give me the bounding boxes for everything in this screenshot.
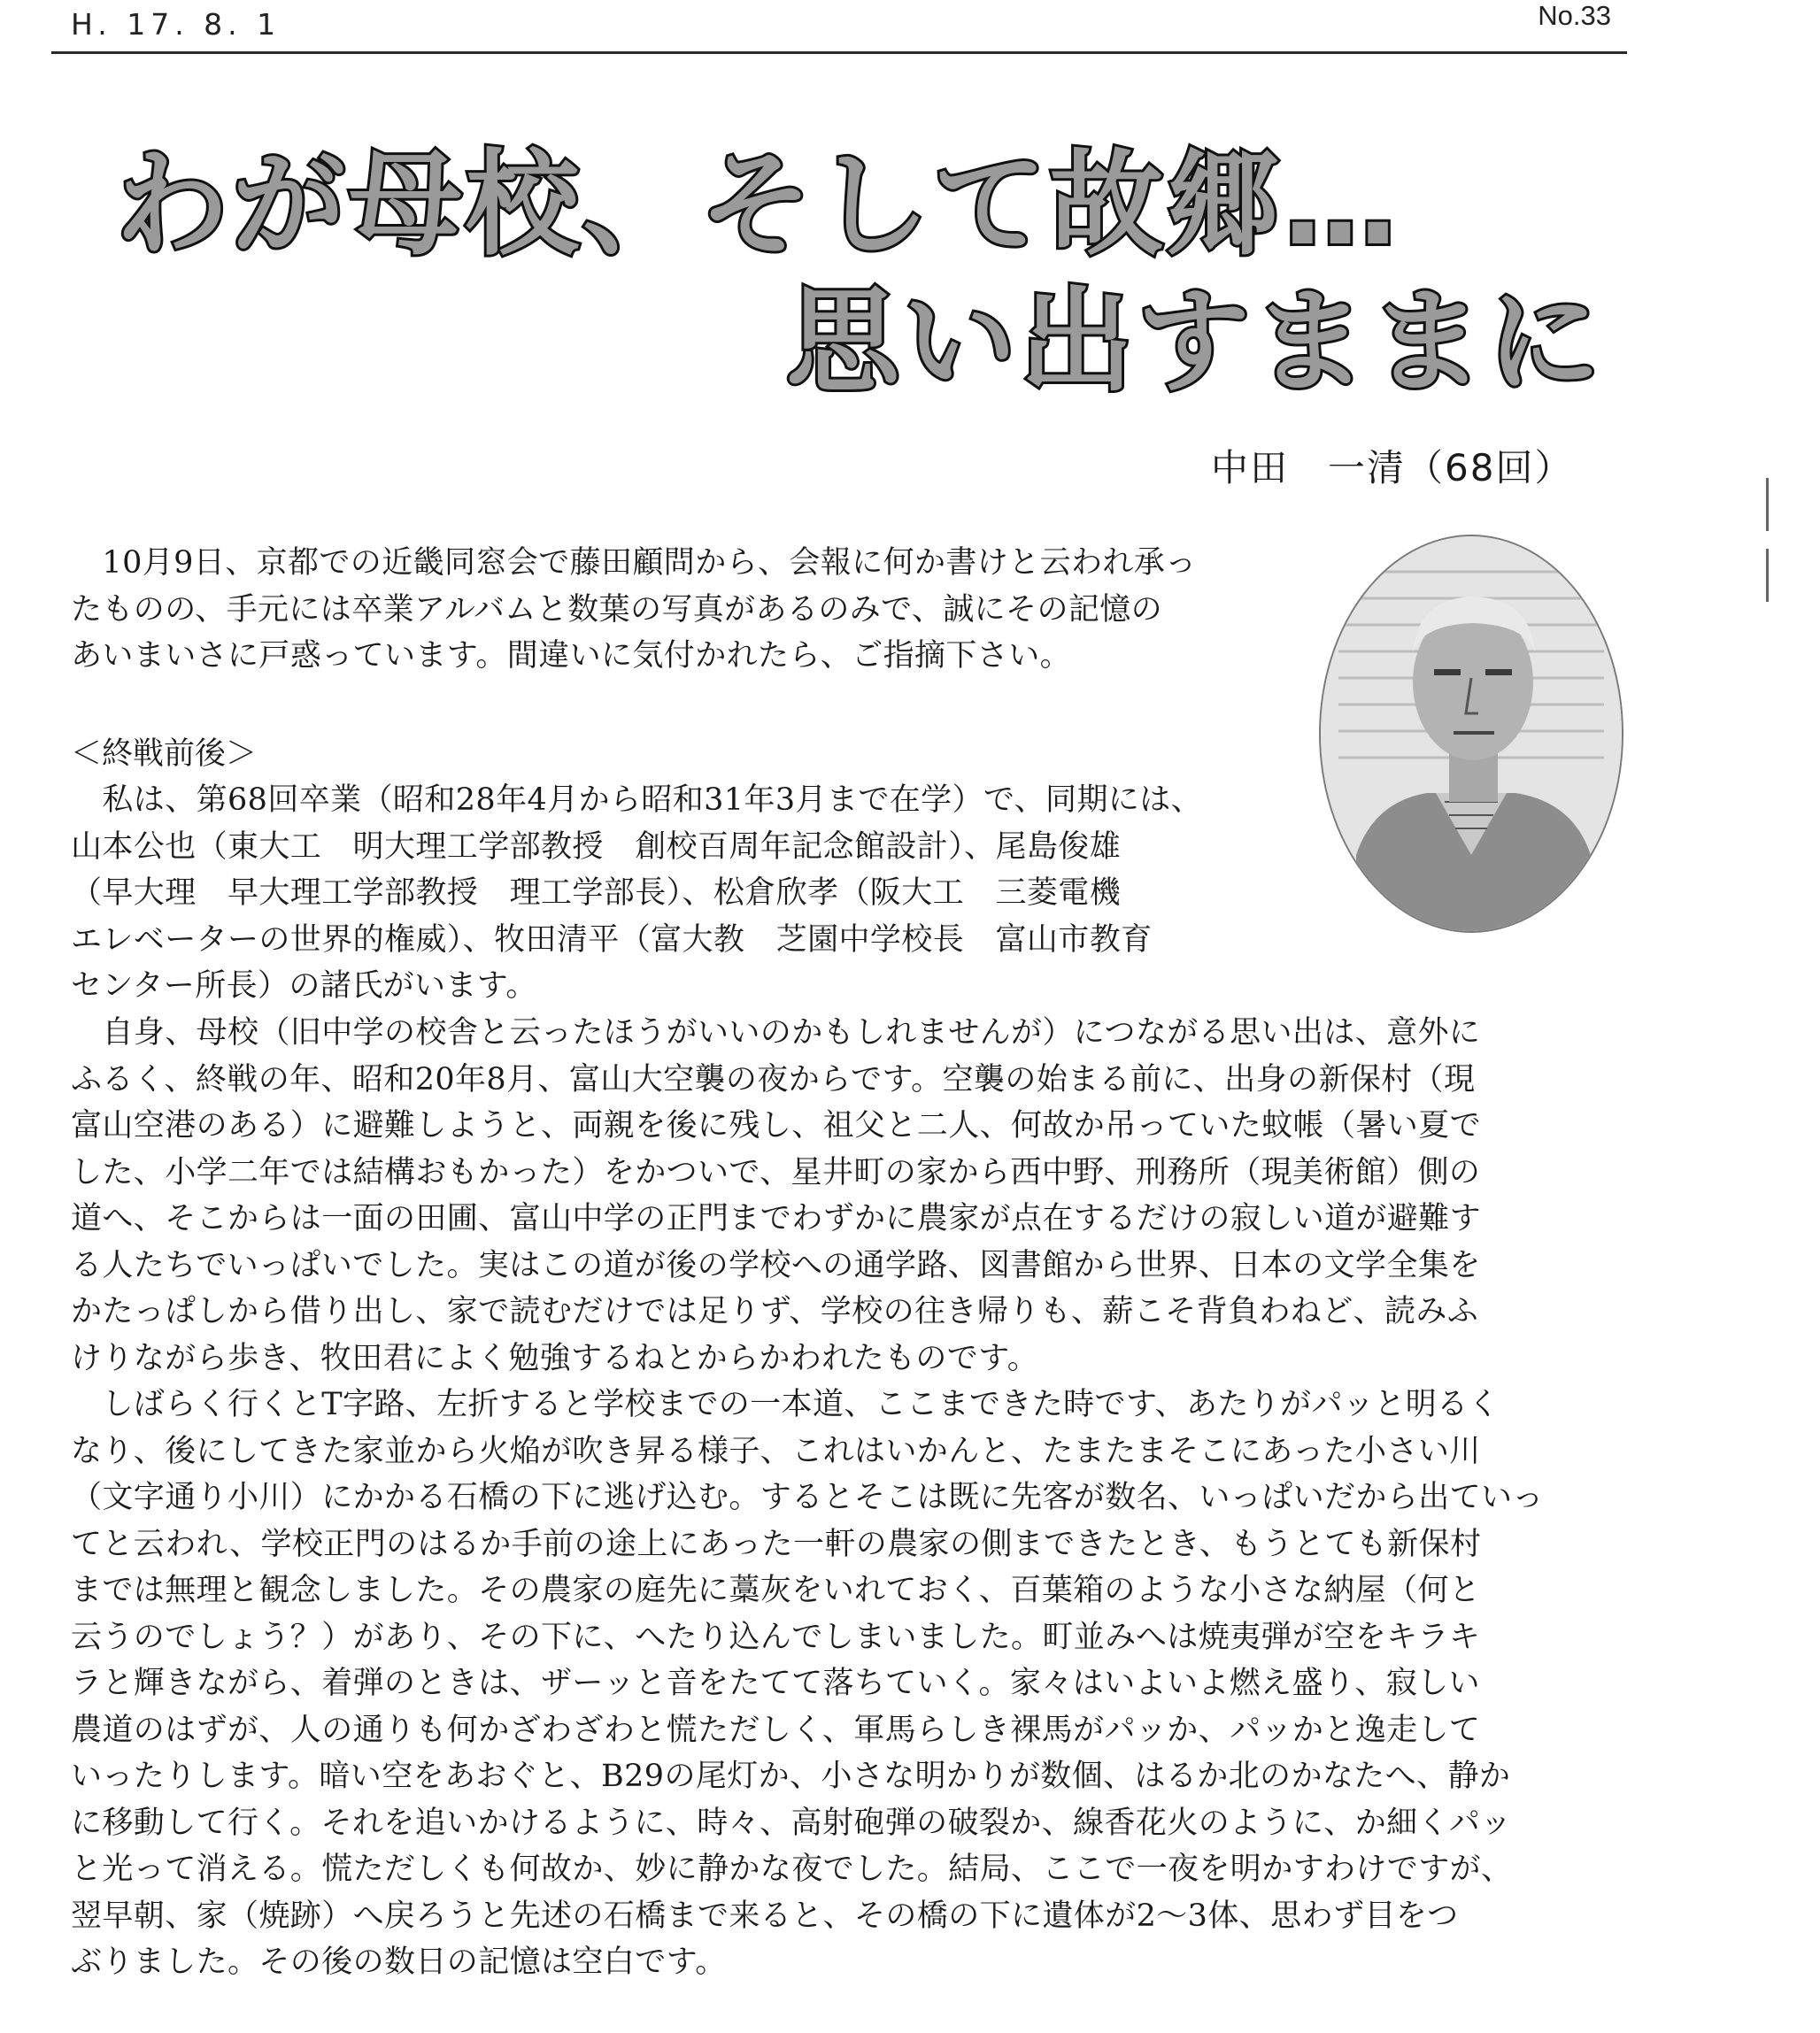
text-line: 道へ、そこからは一面の田圃、富山中学の正門までわずかに農家が点在するだけの寂しい道が避難す xyxy=(71,1201,1482,1236)
issue-number: No.33 xyxy=(1538,0,1611,31)
text-line: した、小学二年では結構おもかった）をかついで、星井町の家から西中野、刑務所（現美術館）側の xyxy=(71,1154,1481,1190)
text-line: センター所長）の諸氏がいます。 xyxy=(71,968,537,1004)
text-line: 私は、第68回卒業（昭和28年4月から昭和31年3月まで在学）で、同期には、 xyxy=(71,782,1203,818)
title-line-1: わが母校、そして故郷… xyxy=(115,139,1401,271)
text-line: （文字通り小川）にかかる石橋の下に逃げ込む。するとそこは既に先客が数名、いっぱいだから出ていっ xyxy=(71,1480,1544,1515)
text-line: 云うのでしょう？）があり、その下に、へたり込んでしまいました。町並みへは焼夷弾が空をキラキ xyxy=(71,1619,1481,1655)
text-line: てと云われ、学校正門のはるか手前の途上にあった一軒の農家の側まできたとき、もうとても新保村 xyxy=(71,1526,1482,1562)
title-line-2: 思い出すままに xyxy=(786,276,1605,408)
text-line: いったりします。暗い空をあおぐと、B29の尾灯か、小さな明かりが数個、はるか北のかなたへ、静か xyxy=(71,1759,1511,1794)
issue-date: H. 17. 8. 1 xyxy=(71,7,281,42)
intro-paragraph xyxy=(71,540,1310,680)
text-line: 農道のはずが、人の通りも何かざわざわと慌ただしく、軍馬らしき裸馬がパッか、パッかと逸走して xyxy=(71,1712,1481,1748)
text-line: ふるく、終戦の年、昭和20年8月、富山大空襲の夜からです。空襲の始まる前に、出身の新保村（現 xyxy=(71,1061,1476,1097)
text-line: に移動して行く。それを追いかけるように、時々、高射砲弾の破裂か、線香花火のように、か細くパッ xyxy=(71,1805,1512,1841)
text-line: しばらく行くとT字路、左折すると学校までの一本道、ここまできた時です、あたりがパッと明るく xyxy=(71,1387,1500,1422)
text-line: ぶりました。その後の数日の記憶は空白です。 xyxy=(71,1944,727,1980)
text-line: ラと輝きながら、着弾のときは、ザーッと音をたてて落ちていく。家々はいよいよ燃え盛り、寂しい xyxy=(71,1666,1480,1701)
article-title xyxy=(0,131,1820,408)
text-line: までは無理と観念しました。その農家の庭先に藁灰をいれておく、百葉箱のような小さな納屋（何と xyxy=(71,1573,1481,1608)
author-portrait-photo xyxy=(1319,535,1623,933)
text-line: 翌早朝、家（焼跡）へ戻ろうと先述の石橋まで来ると、その橋の下に遺体が2～3体、思わず目をつ xyxy=(71,1898,1459,1934)
text-line: なり、後にしてきた家並から火焔が吹き昇る様子、これはいかんと、たまたまそこにあった小さい川 xyxy=(71,1433,1481,1469)
text-line: エレベーターの世界的権威）、牧田清平（富大教 芝園中学校長 富山市教育 xyxy=(71,921,1153,958)
margin-mark xyxy=(1766,478,1769,531)
text-line: かたっぱしから借り出し、家で読むだけでは足りず、学校の往き帰りも、薪こそ背負わねど、読みふ xyxy=(71,1294,1479,1329)
margin-mark xyxy=(1766,549,1769,602)
text-line: 自身、母校（旧中学の校舎と云ったほうがいいのかもしれませんが）につながる思い出は、意外に xyxy=(71,1015,1481,1051)
text-line: たものの、手元には卒業アルバムと数葉の写真があるのみで、誠にその記憶の xyxy=(71,591,1163,628)
portrait-photo-icon xyxy=(1321,536,1622,931)
text-line: あいまいさに戸惑っています。間違いに気付かれたら、ご指摘下さい。 xyxy=(71,638,1072,674)
text-line: けりながら歩き、牧田君によく勉強するねとからかわれたものです。 xyxy=(71,1340,1039,1376)
text-line: 10月9日、京都での近畿同窓会で藤田顧問から、会報に何か書けと云われ承っ xyxy=(71,545,1197,581)
section-heading: ＜終戦前後＞ xyxy=(71,736,258,772)
page-header xyxy=(51,0,1627,54)
classmates-paragraph xyxy=(71,777,1310,1010)
text-line: と光って消える。慌ただしくも何故か、妙に静かな夜でした。結局、ここで一夜を明かすわけですが、 xyxy=(71,1852,1513,1887)
memoir-body xyxy=(71,1010,1629,1986)
text-line: る人たちでいっぱいでした。実はこの道が後の学校への通学路、図書館から世界、日本の文学全集を xyxy=(71,1247,1481,1283)
author-byline: 中田 一清（68回） xyxy=(1211,446,1574,489)
text-line: （早大理 早大理工学部教授 理工学部長）、松倉欣孝（阪大工 三菱電機 xyxy=(71,875,1122,911)
text-line: 富山空港のある）に避難しようと、両親を後に残し、祖父と二人、何故か吊っていた蚊帳（暑い夏で xyxy=(71,1108,1482,1144)
text-line: 山本公也（東大工 明大理工学部教授 創校百周年記念館設計）、尾島俊雄 xyxy=(71,828,1122,865)
